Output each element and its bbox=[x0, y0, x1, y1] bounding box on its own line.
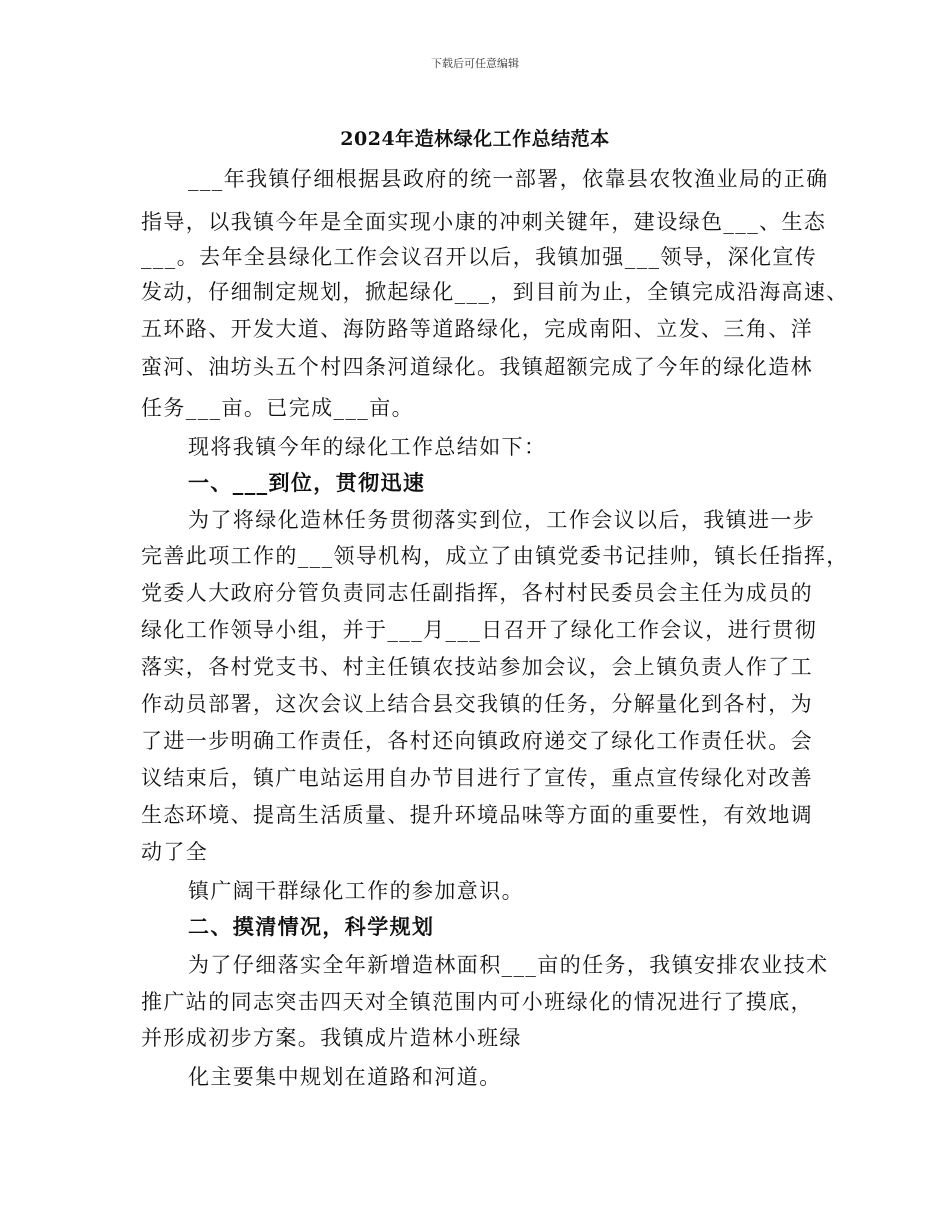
body-line: 为了仔细落实全年新增造林面积___亩的任务，我镇安排农业技术 bbox=[188, 953, 829, 977]
body-line: 生态环境、提高生活质量、提升环境品味等方面的重要性，有效地调 bbox=[141, 803, 813, 827]
body-line: 议结束后，镇广电站运用自办节目进行了宣传，重点宣传绿化对改善 bbox=[141, 766, 813, 790]
body-line: 绿化工作领导小组，并于___月___日召开了绿化工作会议，进行贯彻 bbox=[141, 618, 818, 642]
body-line: 为了将绿化造林任务贯彻落实到位，工作会议以后，我镇进一步 bbox=[188, 508, 816, 532]
body-line: 落实，各村党支书、村主任镇农技站参加会议，会上镇负责人作了工 bbox=[141, 655, 813, 679]
body-line: 作动员部署，这次会议上结合县交我镇的任务，分解量化到各村，为 bbox=[141, 692, 813, 716]
body-line: 现将我镇今年的绿化工作总结如下： bbox=[188, 435, 547, 459]
body-line: ___年我镇仔细根据县政府的统一部署，依靠县农牧渔业局的正确 bbox=[188, 167, 829, 191]
body-line: 蛮河、油坊头五个村四条河道绿化。我镇超额完成了今年的绿化造林 bbox=[141, 355, 813, 379]
section-heading-1: 一、___到位，贯彻迅速 bbox=[188, 470, 426, 495]
body-line: 完善此项工作的___领导机构，成立了由镇党委书记挂帅，镇长任指挥， bbox=[141, 544, 849, 568]
body-line: 推广站的同志突击四天对全镇范围内可小班绿化的情况进行了摸底， bbox=[141, 990, 813, 1014]
body-line: 化主要集中规划在道路和河道。 bbox=[188, 1065, 502, 1089]
page-header-note: 下载后可任意编辑 bbox=[431, 57, 519, 70]
body-line: 了进一步明确工作责任，各村还向镇政府递交了绿化工作责任状。会 bbox=[141, 729, 813, 753]
body-line: 镇广阔干群绿化工作的参加意识。 bbox=[188, 879, 524, 903]
body-line: 发动，仔细制定规划，掀起绿化___，到目前为止，全镇完成沿海高速、 bbox=[141, 280, 849, 304]
body-line: 指导，以我镇今年是全面实现小康的冲刺关键年，建设绿色___、生态 bbox=[141, 210, 827, 234]
body-line: 并形成初步方案。我镇成片造林小班绿 bbox=[141, 1026, 522, 1050]
body-line: 任务___亩。已完成___亩。 bbox=[141, 396, 414, 420]
body-line: ___。去年全县绿化工作会议召开以后，我镇加强___领导，深化宣传 bbox=[141, 245, 818, 269]
body-line: 动了全 bbox=[141, 840, 209, 864]
section-heading-2: 二、摸清情况，科学规划 bbox=[188, 914, 435, 939]
body-line: 党委人大政府分管负责同志任副指挥，各村村民委员会主任为成员的 bbox=[141, 581, 813, 605]
body-line: 五环路、开发大道、海防路等道路绿化，完成南阳、立发、三角、洋 bbox=[141, 317, 813, 341]
document-title: 2024年造林绿化工作总结范本 bbox=[340, 128, 610, 150]
